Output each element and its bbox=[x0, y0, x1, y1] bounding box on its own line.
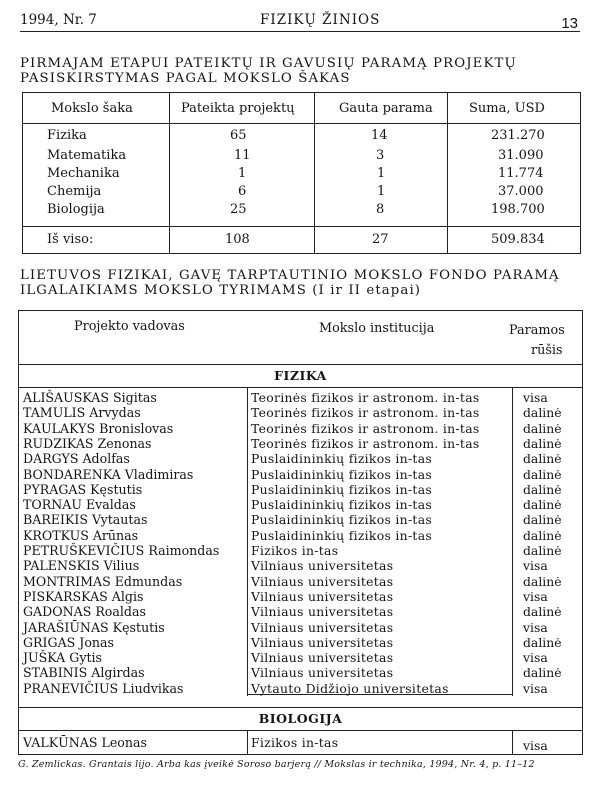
section-rule bbox=[19, 707, 582, 708]
leader-name: PISKARSKAS Algis bbox=[23, 588, 144, 604]
leader-name: JARAŠIŪNAS Kęstutis bbox=[23, 619, 165, 635]
total-submitted: 108 bbox=[225, 232, 250, 247]
institution-name: Vilniaus universitetas bbox=[251, 634, 394, 650]
institution-name: Vilniaus universitetas bbox=[251, 588, 394, 604]
table-cell-sum: 37.000 bbox=[498, 184, 544, 199]
header-institution: Mokslo institucija bbox=[319, 321, 435, 336]
institution-name: Teorinės fizikos ir astronom. in-tas bbox=[251, 405, 480, 421]
table-row bbox=[19, 574, 582, 589]
table-row bbox=[19, 497, 582, 512]
table-cell-submitted: 25 bbox=[230, 202, 247, 217]
table2-title bbox=[20, 268, 585, 298]
table-row bbox=[19, 558, 582, 573]
table-row bbox=[19, 405, 582, 420]
header-type-line1: Paramos bbox=[509, 323, 565, 338]
institution-name: Vilniaus universitetas bbox=[251, 604, 394, 620]
header-funded: Gauta parama bbox=[339, 101, 433, 116]
table-row bbox=[19, 528, 582, 543]
support-type: dalinė bbox=[523, 543, 562, 558]
footnote-citation: G. Zemlickas. Grantais lijo. Arba kas įveikė Soroso barjerą // Mokslas ir technika, 1994, Nr. 4, p. 11–12 bbox=[18, 759, 535, 770]
header-field: Mokslo šaka bbox=[51, 101, 133, 116]
leader-name: GRIGAS Jonas bbox=[23, 634, 115, 650]
institution-name: Puslaidininkių fizikos in-tas bbox=[251, 466, 433, 482]
table-cell-submitted: 65 bbox=[230, 128, 247, 143]
table-row bbox=[19, 635, 582, 650]
leader-name: MONTRIMAS Edmundas bbox=[23, 573, 183, 589]
issue-label: 1994, Nr. 7 bbox=[20, 12, 97, 28]
total-funded: 27 bbox=[372, 232, 389, 247]
leader-name: TORNAU Evaldas bbox=[23, 497, 136, 513]
table-cell-funded: 8 bbox=[376, 202, 385, 217]
total-rule bbox=[23, 226, 580, 227]
leader-name: VALKŪNAS Leonas bbox=[23, 735, 147, 750]
leader-name: BAREIKIS Vytautas bbox=[23, 512, 148, 528]
page-number: 13 bbox=[561, 15, 578, 32]
table-cell-sum: 11.774 bbox=[498, 166, 544, 181]
institution-name: Vytauto Didžiojo universitetas bbox=[251, 680, 449, 696]
table-row bbox=[19, 589, 582, 604]
institution-name: Puslaidininkių fizikos in-tas bbox=[251, 497, 433, 513]
table-row bbox=[19, 681, 582, 696]
support-type: visa bbox=[523, 390, 548, 405]
leader-name: GADONAS Roaldas bbox=[23, 604, 146, 620]
table-cell-funded: 1 bbox=[377, 184, 386, 199]
support-type: dalinė bbox=[523, 466, 562, 482]
table1-title bbox=[20, 56, 585, 86]
support-type: dalinė bbox=[523, 634, 562, 650]
page-header bbox=[20, 12, 580, 34]
institution-name: Teorinės fizikos ir astronom. in-tas bbox=[251, 435, 480, 451]
table-cell-funded: 3 bbox=[376, 148, 385, 163]
table-cell-sum: 31.090 bbox=[498, 148, 544, 163]
leader-name: ALIŠAUSKAS Sigitas bbox=[23, 390, 157, 405]
table-cell-submitted: 1 bbox=[238, 166, 247, 181]
support-type: dalinė bbox=[523, 527, 562, 543]
institution-name: Fizikos in-tas bbox=[251, 735, 339, 750]
institution-name: Teorinės fizikos ir astronom. in-tas bbox=[251, 390, 480, 405]
table-cell-field: Chemija bbox=[47, 184, 102, 199]
support-type: dalinė bbox=[523, 481, 562, 497]
table-cell-sum: 231.270 bbox=[491, 128, 545, 143]
section-rule bbox=[19, 387, 582, 388]
institution-name: Puslaidininkių fizikos in-tas bbox=[251, 527, 433, 543]
table-row bbox=[19, 604, 582, 619]
table-row bbox=[19, 735, 582, 753]
table-row bbox=[19, 451, 582, 466]
leader-name: TAMULIS Arvydas bbox=[23, 405, 141, 421]
leader-name: KAULAKYS Bronislovas bbox=[23, 420, 174, 436]
table2-title-line1: LIETUVOS FIZIKAI, GAVĘ TARPTAUTINIO MOKSLO FONDO PARAMĄ bbox=[20, 268, 560, 283]
support-type: dalinė bbox=[523, 665, 562, 681]
institution-name: Vilniaus universitetas bbox=[251, 619, 394, 635]
table-row bbox=[19, 665, 582, 680]
table-cell-submitted: 11 bbox=[234, 148, 251, 163]
total-label: Iš viso: bbox=[47, 232, 94, 247]
support-type: dalinė bbox=[523, 451, 562, 467]
table-row bbox=[19, 650, 582, 665]
header-rule bbox=[20, 31, 580, 32]
leader-name: PYRAGAS Kęstutis bbox=[23, 481, 143, 497]
table-cell-field: Matematika bbox=[47, 148, 127, 163]
table-row bbox=[19, 421, 582, 436]
support-type: visa bbox=[523, 558, 548, 574]
table2-title-line2: ILGALAIKIAMS MOKSLO TYRIMAMS (I ir II etapai) bbox=[20, 283, 422, 298]
support-type: dalinė bbox=[523, 497, 562, 513]
header-rule bbox=[19, 364, 582, 365]
table-row bbox=[19, 512, 582, 527]
support-type: visa bbox=[523, 738, 548, 753]
leader-name: RUDZIKAS Zenonas bbox=[23, 435, 152, 451]
table-cell-sum: 198.700 bbox=[491, 202, 545, 217]
projects-by-field-table bbox=[22, 92, 581, 254]
institution-name: Puslaidininkių fizikos in-tas bbox=[251, 481, 433, 497]
support-type: dalinė bbox=[523, 604, 562, 620]
leader-name: PETRUŠKEVIČIUS Raimondas bbox=[23, 543, 220, 558]
table1-title-line2: PASISKIRSTYMAS PAGAL MOKSLO ŠAKAS bbox=[20, 71, 351, 86]
table-cell-funded: 14 bbox=[371, 128, 388, 143]
table-row bbox=[19, 436, 582, 451]
institution-name: Puslaidininkių fizikos in-tas bbox=[251, 451, 433, 467]
researchers-table bbox=[18, 310, 583, 755]
header-rule bbox=[23, 123, 580, 124]
col-divider bbox=[447, 93, 448, 253]
table-cell-funded: 1 bbox=[377, 166, 386, 181]
institution-name: Vilniaus universitetas bbox=[251, 650, 394, 666]
header-submitted: Pateikta projektų bbox=[181, 101, 295, 116]
leader-name: PRANEVIČIUS Liudvikas bbox=[23, 680, 184, 696]
section-fizika: FIZIKA bbox=[274, 368, 327, 383]
header-sum: Suma, USD bbox=[469, 101, 545, 116]
table-cell-field: Mechanika bbox=[47, 166, 120, 181]
leader-name: BONDARENKA Vladimiras bbox=[23, 466, 194, 482]
table-cell-submitted: 6 bbox=[238, 184, 247, 199]
institution-name: Fizikos in-tas bbox=[251, 543, 339, 558]
support-type: dalinė bbox=[523, 512, 562, 528]
support-type: dalinė bbox=[523, 573, 562, 589]
table-cell-field: Fizika bbox=[47, 128, 87, 143]
section-rule bbox=[19, 730, 582, 731]
support-type: dalinė bbox=[523, 420, 562, 436]
total-sum: 509.834 bbox=[491, 232, 545, 247]
institution-name: Vilniaus universitetas bbox=[251, 573, 394, 589]
leader-name: STABINIS Algirdas bbox=[23, 665, 145, 681]
table-cell-field: Biologija bbox=[47, 202, 105, 217]
col-divider bbox=[314, 93, 315, 253]
support-type: visa bbox=[523, 588, 548, 604]
institution-name: Vilniaus universitetas bbox=[251, 558, 394, 574]
section-biologija: BIOLOGIJA bbox=[258, 711, 343, 726]
header-type-line2: rūšis bbox=[531, 343, 563, 358]
col-divider bbox=[169, 93, 170, 253]
support-type: dalinė bbox=[523, 435, 562, 451]
table-row bbox=[19, 543, 582, 558]
institution-name: Vilniaus universitetas bbox=[251, 665, 394, 681]
support-type: visa bbox=[523, 619, 548, 635]
table-row bbox=[19, 482, 582, 497]
support-type: visa bbox=[523, 680, 548, 696]
support-type: dalinė bbox=[523, 405, 562, 421]
support-type: visa bbox=[523, 650, 548, 666]
leader-name: JUŠKA Gytis bbox=[23, 650, 103, 666]
journal-title: FIZIKŲ ŽINIOS bbox=[260, 12, 381, 28]
leader-name: KROTKUS Arūnas bbox=[23, 527, 139, 543]
institution-name: Puslaidininkių fizikos in-tas bbox=[251, 512, 433, 528]
table-row bbox=[19, 467, 582, 482]
table1-title-line1: PIRMAJAM ETAPUI PATEIKTŲ IR GAVUSIŲ PARAMĄ PROJEKTŲ bbox=[20, 56, 517, 71]
institution-name: Teorinės fizikos ir astronom. in-tas bbox=[251, 420, 480, 436]
leader-name: PALENSKIS Vilius bbox=[23, 558, 140, 574]
table-row bbox=[19, 390, 582, 405]
header-leader: Projekto vadovas bbox=[74, 319, 185, 334]
table-row bbox=[19, 620, 582, 635]
leader-name: DARGYS Adolfas bbox=[23, 451, 130, 467]
